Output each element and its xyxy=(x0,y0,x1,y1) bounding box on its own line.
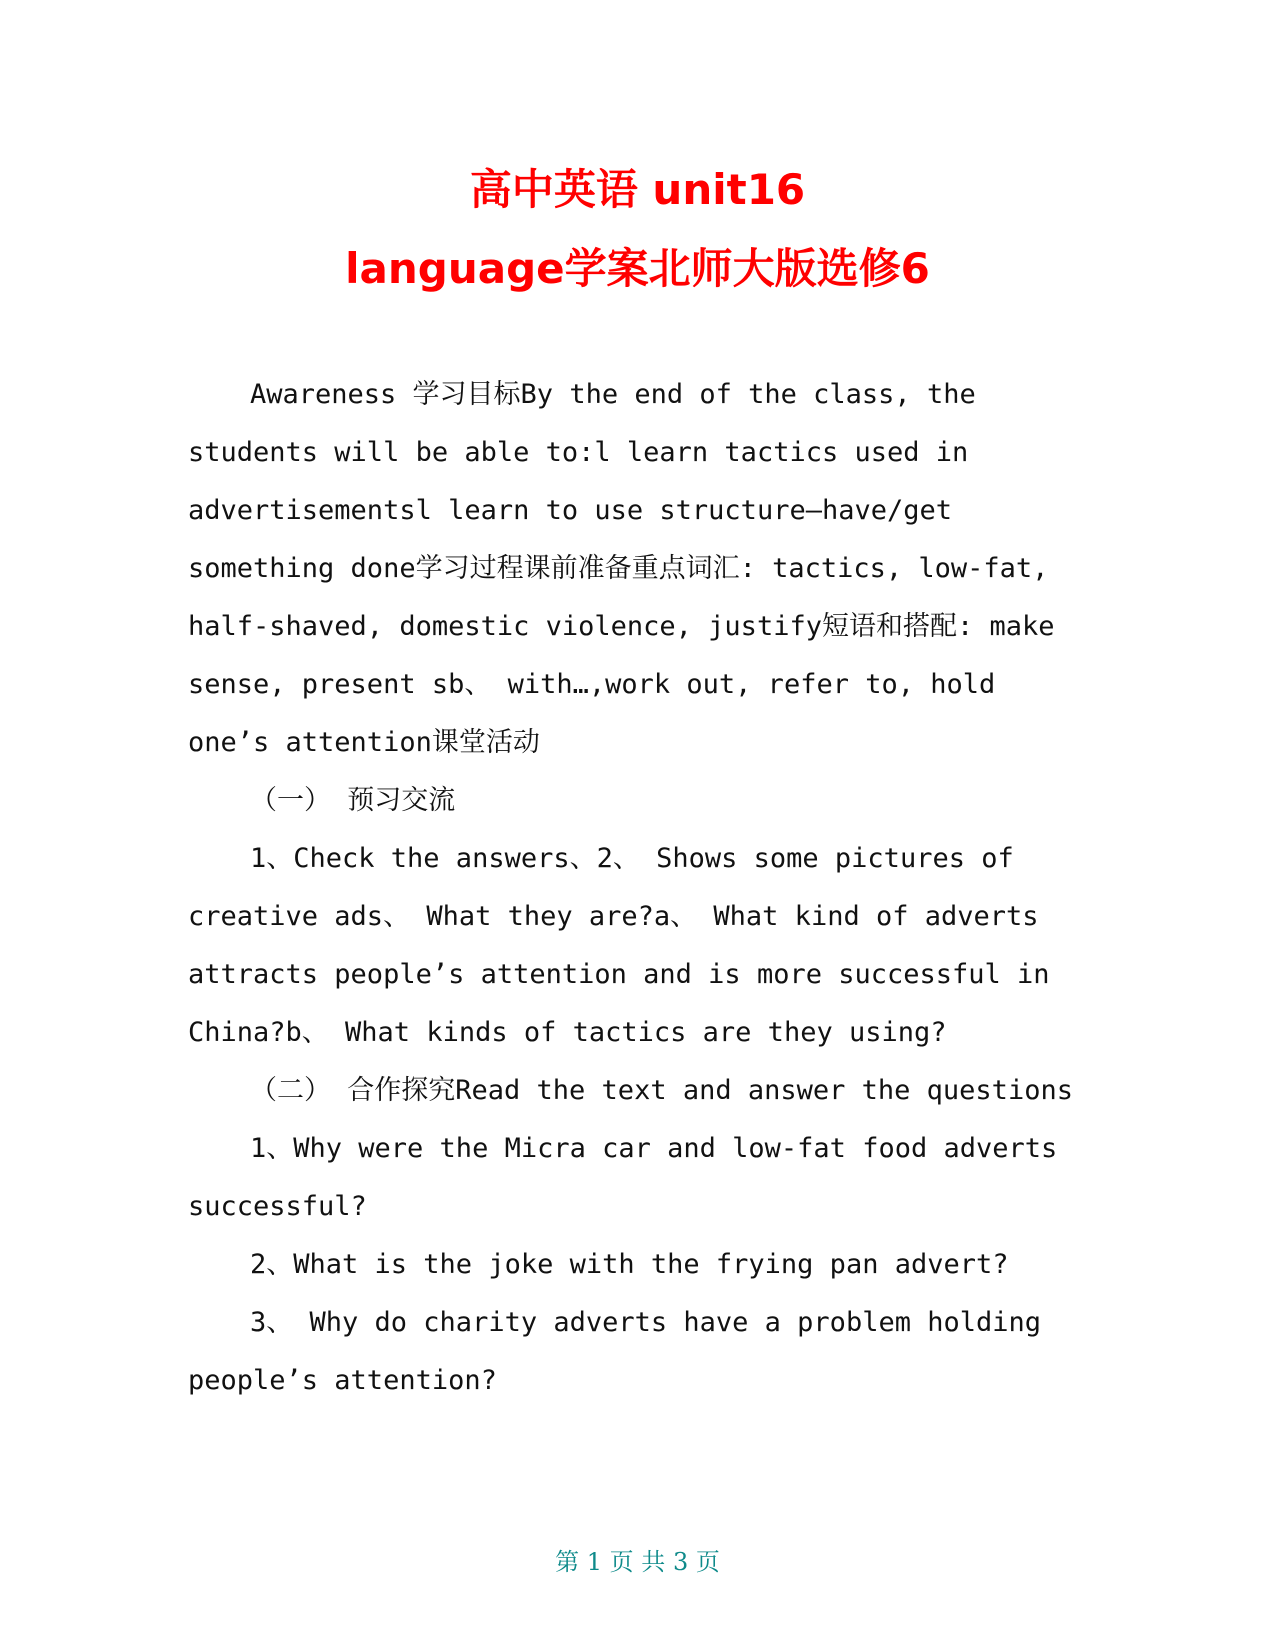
body-line-7: one’s attention课堂活动 xyxy=(188,727,540,758)
section-heading-2: （二） 合作探究Read the text and answer the questions xyxy=(250,1075,1073,1106)
body-line-11: attracts people’s attention and is more successful in xyxy=(188,959,1050,990)
document-title-line-2: language学案北师大版选修6 xyxy=(345,244,930,293)
document-title-line-1: 高中英语 unit16 xyxy=(469,165,806,214)
body-line-3: advertisementsl learn to use structure—have/get xyxy=(188,495,953,526)
body-line-4: something done学习过程课前准备重点词汇: tactics, low-fat, xyxy=(188,553,1049,584)
question-1-line-2: successful? xyxy=(188,1191,367,1222)
question-3-line-2: people’s attention? xyxy=(188,1365,497,1396)
question-1-line-1: 1、Why were the Micra car and low-fat food adverts xyxy=(250,1133,1058,1164)
body-line-9: 1、Check the answers、2、 Shows some pictures of xyxy=(250,843,1014,874)
body-line-12: China?b、 What kinds of tactics are they using? xyxy=(188,1017,947,1048)
page-number-footer: 第 1 页 共 3 页 xyxy=(555,1548,720,1576)
body-line-6: sense, present sb、 with…,work out, refer to, hold xyxy=(188,669,996,700)
section-heading-1: （一） 预习交流 xyxy=(250,785,456,816)
body-line-1: Awareness 学习目标By the end of the class, the xyxy=(250,379,976,410)
question-3-line-1: 3、 Why do charity adverts have a problem holding xyxy=(250,1307,1042,1338)
body-line-2: students will be able to:l learn tactics used in xyxy=(188,437,969,468)
body-line-10: creative ads、 What they are?a、 What kind of adverts xyxy=(188,901,1039,932)
question-2: 2、What is the joke with the frying pan advert? xyxy=(250,1249,1009,1280)
body-line-5: half-shaved, domestic violence, justify短语和搭配: make xyxy=(188,611,1055,642)
